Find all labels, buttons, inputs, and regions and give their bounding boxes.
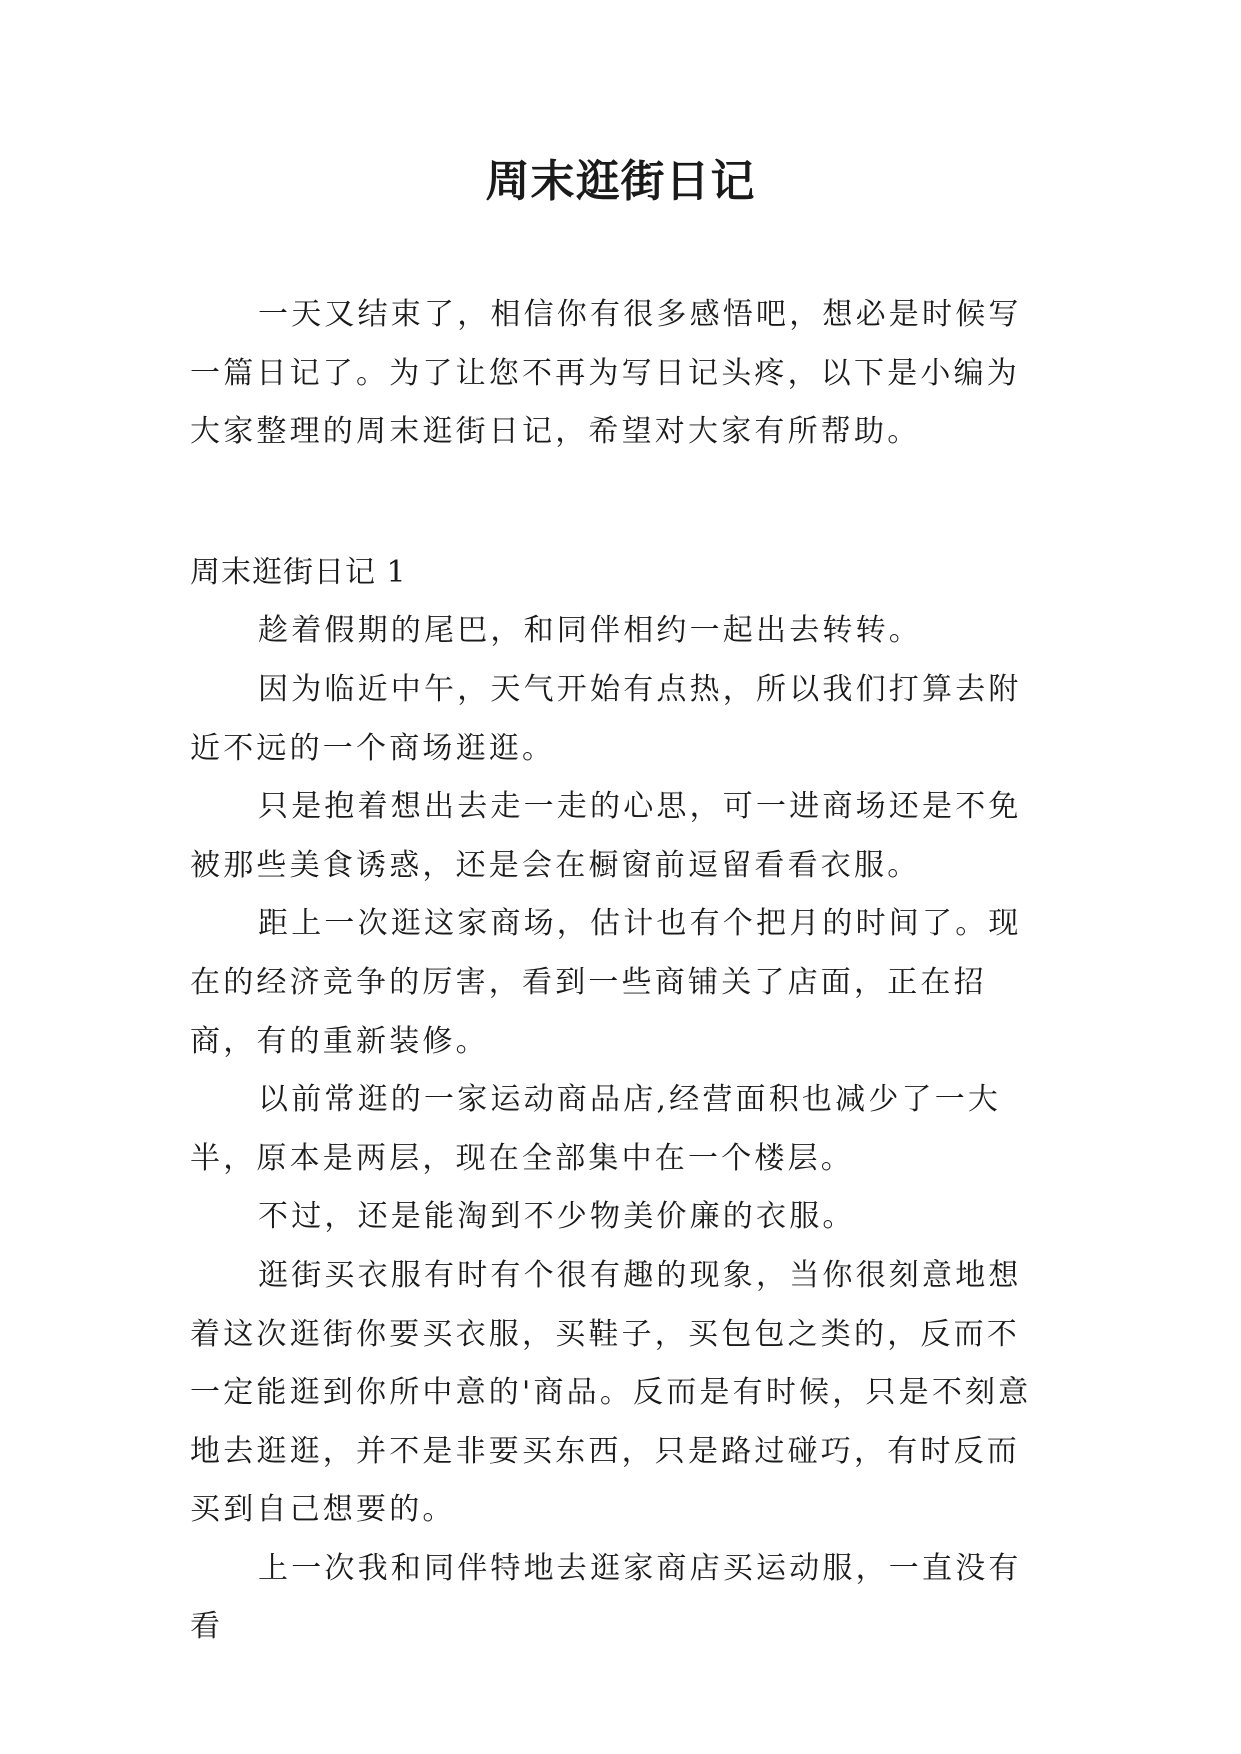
document-title: 周末逛街日记: [485, 156, 756, 207]
body-paragraph: 上一次我和同伴特地去逛家商店买运动服，一直没有看: [190, 1550, 1022, 1645]
document-body: [190, 286, 1052, 1657]
body-paragraph: 因为临近中午，天气开始有点热，所以我们打算去附近不远的一个商场逛逛。: [190, 671, 1022, 766]
body-paragraph: 逛街买衣服有时有个很有趣的现象，当你很刻意地想着这次逛街你要买衣服，买鞋子，买包包之类的，反而不一定能逛到你所中意的'商品。反而是有时候，只是不刻意地去逛逛，并不是非要买东西，只是路过碰巧，有时反而买到自己想要的。: [190, 1257, 1032, 1528]
body-paragraph: 趁着假期的尾巴，和同伴相约一起出去转转。: [258, 613, 922, 649]
body-paragraph: 距上一次逛这家商场，估计也有个把月的时间了。现在的经济竞争的厉害，看到一些商铺关了店面，正在招商，有的重新装修。: [190, 906, 1022, 1059]
section-heading: 周末逛街日记 1: [190, 554, 407, 590]
body-paragraph: 不过，还是能淘到不少物美价廉的衣服。: [258, 1199, 856, 1235]
body-paragraph: 只是抱着想出去走一走的心思，可一进商场还是不免被那些美食诱惑，还是会在橱窗前逗留看看衣服。: [190, 789, 1022, 883]
body-paragraph: 以前常逛的一家运动商品店,经营面积也减少了一大半，原本是两层，现在全部集中在一个楼层。: [190, 1082, 1002, 1176]
intro-paragraph: 一天又结束了，相信你有很多感悟吧，想必是时候写一篇日记了。为了让您不再为写日记头疼，以下是小编为大家整理的周末逛街日记，希望对大家有所帮助。: [190, 297, 1022, 450]
